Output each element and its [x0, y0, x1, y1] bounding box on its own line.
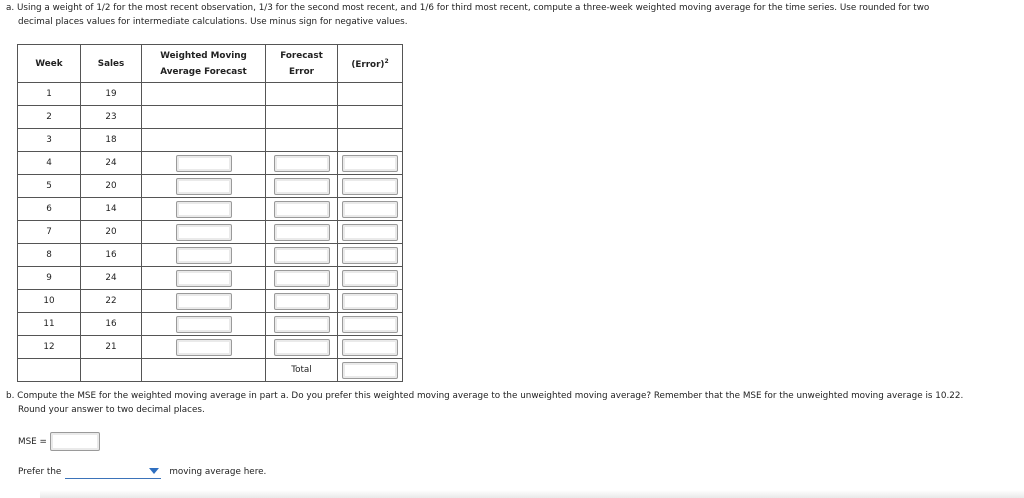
error-squared-input[interactable]	[342, 293, 398, 310]
weighted-moving-average-cell	[142, 175, 266, 198]
forecast-error-cell	[266, 313, 338, 336]
error-squared-cell	[338, 106, 403, 129]
forecast-error-input[interactable]	[274, 155, 330, 172]
table-row	[18, 336, 403, 359]
forecast-error-cell	[266, 129, 338, 152]
weighted-moving-average-cell	[142, 152, 266, 175]
error-squared-cell	[338, 313, 403, 336]
total-empty-cell	[18, 359, 81, 382]
header-err-superscript: 2	[384, 58, 389, 66]
prefer-label-before: Prefer the	[18, 466, 62, 477]
header-fe-line-1: Forecast	[280, 50, 323, 61]
total-label: Total	[266, 359, 338, 382]
sales-cell: 19	[81, 83, 142, 106]
week-cell: 4	[18, 152, 81, 175]
forecast-error-cell	[266, 290, 338, 313]
error-squared-cell	[338, 290, 403, 313]
sales-cell: 24	[81, 152, 142, 175]
forecast-error-input[interactable]	[274, 293, 330, 310]
error-squared-cell	[338, 83, 403, 106]
total-empty-cell	[81, 359, 142, 382]
table-row	[18, 267, 403, 290]
sales-cell: 20	[81, 175, 142, 198]
forecast-table	[17, 44, 403, 382]
part-b-line-1: b. Compute the MSE for the weighted moving average in part a. Do you prefer this weighted moving average to the unweighted moving average? Remember that the MSE for the unweighted moving average is 10.22.	[6, 391, 964, 401]
weighted-moving-average-cell	[142, 83, 266, 106]
week-cell: 9	[18, 267, 81, 290]
bottom-divider	[40, 490, 1024, 498]
error-squared-cell	[338, 175, 403, 198]
forecast-error-input[interactable]	[274, 247, 330, 264]
forecast-error-cell	[266, 106, 338, 129]
forecast-error-cell	[266, 175, 338, 198]
total-empty-cell	[142, 359, 266, 382]
header-forecast-error	[266, 45, 338, 83]
week-cell: 12	[18, 336, 81, 359]
week-cell: 5	[18, 175, 81, 198]
table-row	[18, 129, 403, 152]
total-error-squared-input[interactable]	[342, 362, 398, 379]
forecast-error-cell	[266, 336, 338, 359]
week-cell: 10	[18, 290, 81, 313]
forecast-error-cell	[266, 83, 338, 106]
sales-cell: 21	[81, 336, 142, 359]
mse-label: MSE =	[18, 436, 47, 447]
sales-cell: 22	[81, 290, 142, 313]
error-squared-cell	[338, 198, 403, 221]
header-week: Week	[18, 45, 81, 83]
table-row	[18, 198, 403, 221]
part-b-question	[6, 390, 1020, 417]
week-cell: 11	[18, 313, 81, 336]
sales-cell: 24	[81, 267, 142, 290]
weighted-moving-average-input[interactable]	[176, 224, 232, 241]
weighted-moving-average-cell	[142, 244, 266, 267]
prefer-dropdown[interactable]	[65, 464, 161, 479]
forecast-error-input[interactable]	[274, 178, 330, 195]
forecast-error-input[interactable]	[274, 224, 330, 241]
prefer-row	[18, 464, 266, 479]
sales-cell: 16	[81, 313, 142, 336]
table-row	[18, 221, 403, 244]
forecast-error-cell	[266, 267, 338, 290]
header-weighted-moving-average	[142, 45, 266, 83]
prefer-label-after: moving average here.	[169, 466, 267, 477]
weighted-moving-average-cell	[142, 106, 266, 129]
table-row	[18, 106, 403, 129]
week-cell: 1	[18, 83, 81, 106]
forecast-error-cell	[266, 152, 338, 175]
weighted-moving-average-cell	[142, 313, 266, 336]
error-squared-input[interactable]	[342, 270, 398, 287]
error-squared-cell	[338, 336, 403, 359]
forecast-error-input[interactable]	[274, 316, 330, 333]
table-row	[18, 83, 403, 106]
week-cell: 6	[18, 198, 81, 221]
weighted-moving-average-cell	[142, 336, 266, 359]
forecast-error-input[interactable]	[274, 201, 330, 218]
header-fe-line-2: Error	[288, 66, 315, 77]
error-squared-input[interactable]	[342, 224, 398, 241]
error-squared-input[interactable]	[342, 201, 398, 218]
weighted-moving-average-input[interactable]	[176, 201, 232, 218]
mse-row	[18, 432, 100, 451]
sales-cell: 18	[81, 129, 142, 152]
header-wma-line-1: Weighted Moving	[160, 50, 247, 61]
table-row	[18, 152, 403, 175]
weighted-moving-average-cell	[142, 198, 266, 221]
part-a-line-1: a. Using a weight of 1/2 for the most recent observation, 1/3 for the second most recent, and 1/6 for third most recent, compute a three-week weighted moving average for the time series. Use rounded for two	[6, 3, 930, 13]
weighted-moving-average-input[interactable]	[176, 293, 232, 310]
sales-cell: 20	[81, 221, 142, 244]
table-row	[18, 290, 403, 313]
part-a-line-2: decimal places values for intermediate calculations. Use minus sign for negative values.	[18, 16, 408, 27]
header-error-squared	[338, 45, 403, 83]
mse-input[interactable]	[50, 432, 100, 451]
part-a-question	[6, 2, 1018, 29]
weighted-moving-average-cell	[142, 129, 266, 152]
forecast-error-cell	[266, 198, 338, 221]
table-body	[18, 83, 403, 382]
header-row	[18, 45, 403, 83]
weighted-moving-average-input[interactable]	[176, 339, 232, 356]
week-cell: 2	[18, 106, 81, 129]
header-wma-line-2: Average Forecast	[160, 66, 247, 77]
forecast-error-input[interactable]	[274, 270, 330, 287]
sales-cell: 23	[81, 106, 142, 129]
weighted-moving-average-input[interactable]	[176, 247, 232, 264]
error-squared-cell	[338, 221, 403, 244]
error-squared-input[interactable]	[342, 178, 398, 195]
weighted-moving-average-input[interactable]	[176, 316, 232, 333]
forecast-error-input[interactable]	[274, 339, 330, 356]
total-error-squared-cell	[338, 359, 403, 382]
weighted-moving-average-input[interactable]	[176, 155, 232, 172]
error-squared-input[interactable]	[342, 339, 398, 356]
week-cell: 7	[18, 221, 81, 244]
error-squared-cell	[338, 244, 403, 267]
forecast-error-cell	[266, 244, 338, 267]
forecast-error-cell	[266, 221, 338, 244]
table-row	[18, 244, 403, 267]
chevron-down-icon[interactable]	[149, 468, 159, 474]
total-row	[18, 359, 403, 382]
header-sales: Sales	[81, 45, 142, 83]
weighted-moving-average-input[interactable]	[176, 270, 232, 287]
week-cell: 8	[18, 244, 81, 267]
header-err-label: (Error)	[351, 59, 385, 70]
part-b-line-2: Round your answer to two decimal places.	[18, 404, 205, 415]
error-squared-cell	[338, 129, 403, 152]
sales-cell: 16	[81, 244, 142, 267]
error-squared-cell	[338, 152, 403, 175]
sales-cell: 14	[81, 198, 142, 221]
week-cell: 3	[18, 129, 81, 152]
table-row	[18, 175, 403, 198]
weighted-moving-average-input[interactable]	[176, 178, 232, 195]
error-squared-input[interactable]	[342, 247, 398, 264]
weighted-moving-average-cell	[142, 267, 266, 290]
table-row	[18, 313, 403, 336]
error-squared-input[interactable]	[342, 316, 398, 333]
weighted-moving-average-cell	[142, 290, 266, 313]
error-squared-input[interactable]	[342, 155, 398, 172]
weighted-moving-average-cell	[142, 221, 266, 244]
error-squared-cell	[338, 267, 403, 290]
